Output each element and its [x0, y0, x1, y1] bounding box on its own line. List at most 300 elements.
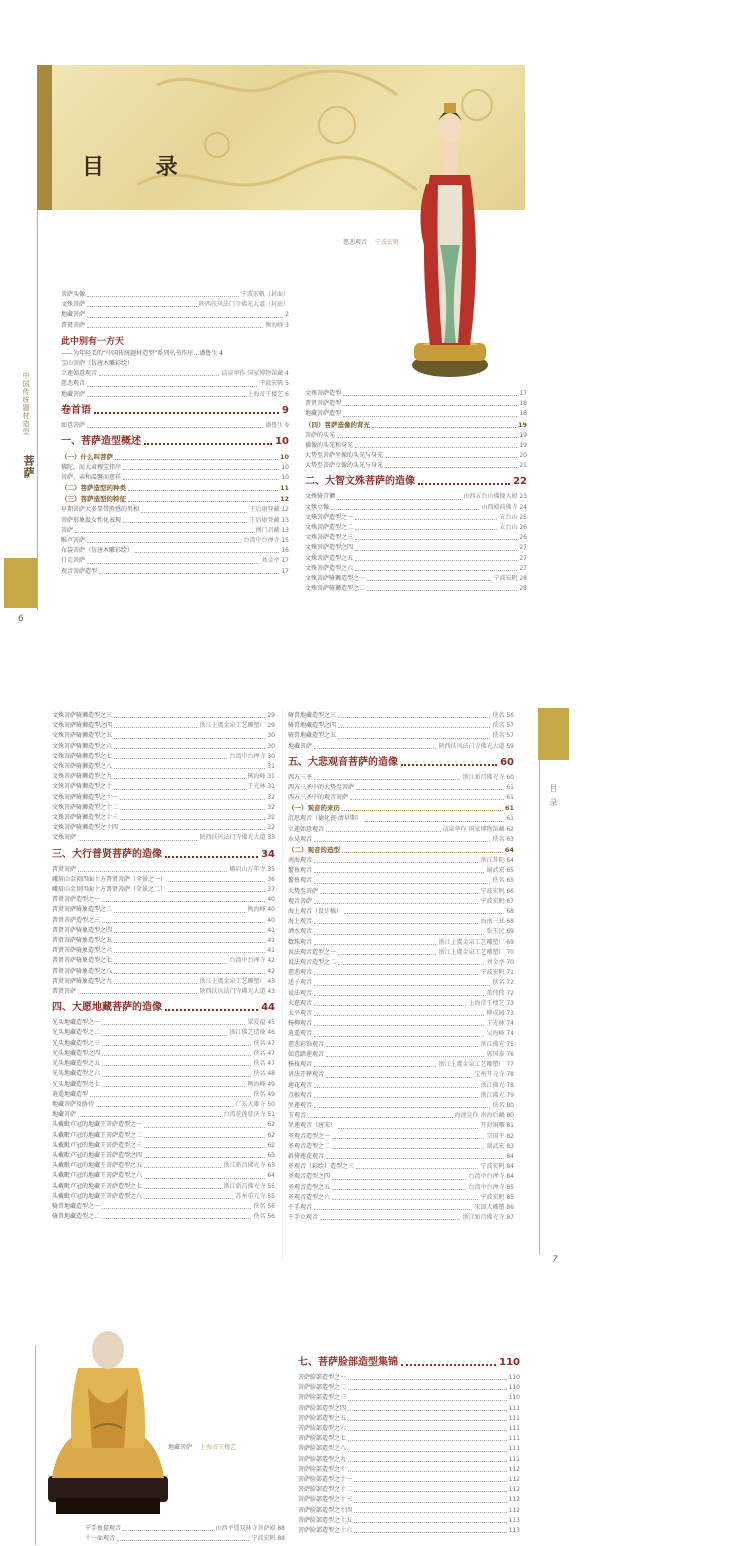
toc-section-heading[interactable] [298, 1355, 520, 1371]
toc-leader-dots [348, 1444, 507, 1451]
toc-leader-dots [326, 1070, 472, 1077]
toc-entry[interactable] [61, 421, 289, 431]
toc-page-ref: 台湾中台禅寺 85 [468, 1183, 514, 1191]
toc-page-ref: 山西五台山佛像大殿 23 [463, 493, 527, 501]
toc-entry[interactable] [288, 948, 514, 958]
toc-entry[interactable] [288, 1040, 514, 1050]
toc-entry[interactable] [52, 1080, 275, 1090]
toc-subsection[interactable] [61, 494, 289, 505]
toc-entry[interactable] [298, 1424, 520, 1434]
toc-entry-title: 西方三圣 [288, 773, 313, 781]
toc-entry[interactable] [305, 523, 527, 533]
toc-entry[interactable] [305, 513, 527, 523]
toc-entry[interactable] [61, 546, 289, 556]
toc-entry[interactable] [305, 431, 527, 441]
toc-page-ref: 佚名 47 [253, 1049, 275, 1057]
toc-entry[interactable] [52, 1039, 275, 1049]
toc-entry[interactable] [288, 897, 514, 907]
toc-entry[interactable] [61, 379, 289, 389]
toc-entry[interactable] [305, 399, 527, 409]
toc-page-ref: 27 [519, 554, 527, 562]
toc-entry-title: 圣观音造型之四 [288, 1173, 331, 1181]
toc-entry[interactable] [61, 290, 289, 300]
toc-entry[interactable] [52, 946, 275, 956]
toc-leader-dots [78, 987, 197, 994]
toc-entry-title: 坐莲观音（唐宋） [288, 1122, 337, 1130]
toc-section-heading[interactable] [288, 755, 514, 771]
toc-subsection[interactable] [61, 483, 289, 494]
toc-entry[interactable] [52, 885, 275, 895]
toc-leader-dots [165, 1000, 258, 1011]
toc-entry[interactable] [52, 1018, 275, 1028]
toc-page-ref: 32 [267, 793, 275, 801]
toc-entry[interactable] [288, 731, 514, 741]
toc-entry[interactable] [52, 823, 275, 833]
toc-entry[interactable] [85, 1534, 285, 1544]
toc-leader-dots [354, 1526, 507, 1533]
toc-entry[interactable] [52, 1171, 275, 1181]
toc-entry[interactable] [288, 1091, 514, 1101]
toc-page-ref: 王光林 31 [247, 783, 275, 791]
toc-leader-dots [99, 369, 219, 376]
toc-entry[interactable] [305, 503, 527, 513]
toc-entry-title: 圣观音造型之五 [288, 1183, 331, 1191]
toc-page-ref: 20 [519, 452, 527, 460]
toc-entry[interactable] [288, 856, 514, 866]
toc-entry-title: 菩萨脸部造型之十二 [298, 1486, 353, 1494]
toc-section-heading[interactable] [52, 1000, 275, 1016]
toc-entry[interactable] [298, 1506, 520, 1516]
toc-subsection[interactable] [305, 420, 527, 431]
toc-entry[interactable] [288, 1193, 514, 1203]
toc-entry[interactable] [52, 803, 275, 813]
toc-page-ref: 佚名 72 [492, 979, 514, 987]
toc-leader-dots [337, 431, 517, 438]
toc-page-ref: 台湾中台禅寺 84 [468, 1173, 514, 1181]
toc-entry[interactable] [288, 825, 514, 835]
toc-entry[interactable] [288, 1152, 514, 1162]
toc-entry[interactable] [298, 1455, 520, 1465]
toc-page-ref: 宝州开元寺 78 [474, 1071, 514, 1079]
toc-entry[interactable] [288, 721, 514, 731]
page-number-7: 7 [552, 1255, 558, 1265]
toc-entry[interactable] [288, 1203, 514, 1213]
toc-page-ref: 衡海峰 40 [247, 906, 275, 914]
toc-entry-title: 卷首语 [61, 404, 91, 416]
toc-entry[interactable] [305, 389, 527, 399]
toc-entry[interactable] [298, 1434, 520, 1444]
toc-page-ref: 浙江新昌佛光寺 63 [223, 1162, 275, 1170]
toc-entry[interactable] [305, 584, 527, 594]
toc-page2-right-column [288, 711, 514, 1223]
toc-entry[interactable] [52, 1090, 275, 1100]
toc-entry[interactable] [52, 1202, 275, 1212]
toc-entry[interactable] [288, 773, 514, 783]
toc-entry[interactable] [288, 876, 514, 886]
toc-entry[interactable] [61, 526, 289, 536]
toc-leader-dots [314, 917, 478, 924]
toc-subsection[interactable] [288, 803, 514, 814]
toc-entry[interactable] [85, 1524, 285, 1534]
toc-entry[interactable] [305, 574, 527, 584]
toc-entry[interactable] [305, 461, 527, 471]
toc-page-ref: 浙江新昌佛光寺 87 [462, 1214, 514, 1222]
toc-leader-dots [418, 474, 510, 485]
toc-leader-dots [354, 1506, 507, 1513]
toc-entry[interactable] [61, 321, 289, 331]
toc-leader-dots [75, 526, 253, 533]
toc-entry[interactable] [288, 742, 514, 752]
toc-entry[interactable] [305, 533, 527, 543]
toc-leader-dots [144, 1131, 265, 1138]
toc-entry[interactable] [52, 752, 275, 762]
toc-entry[interactable] [298, 1373, 520, 1383]
toc-entry[interactable] [52, 1161, 275, 1171]
toc-entry[interactable] [52, 1069, 275, 1079]
toc-entry[interactable] [288, 1029, 514, 1039]
toc-entry[interactable] [298, 1414, 520, 1424]
toc-entry[interactable] [288, 793, 514, 803]
ksitigarbha-statue-image [38, 1328, 178, 1518]
toc-entry[interactable] [61, 349, 289, 359]
toc-entry-title: 十一面观音 [85, 1535, 116, 1543]
toc-entry[interactable] [288, 814, 514, 824]
toc-entry[interactable] [52, 1049, 275, 1059]
toc-page-ref: 22 [513, 476, 527, 488]
toc-page-ref: 海池竞作 南海后藏 80 [454, 1112, 514, 1120]
toc-entry[interactable] [305, 441, 527, 451]
toc-page-ref: 董伟伟 72 [486, 989, 514, 997]
toc-entry[interactable] [288, 927, 514, 937]
toc-entry-title: 文殊菩萨骑狮造型之五 [52, 732, 113, 740]
toc-entry-title: 千手观音 [288, 1203, 313, 1211]
toc-entry[interactable] [52, 865, 275, 875]
toc-entry[interactable] [52, 711, 275, 721]
toc-entry-title: 佛像的头光和身光 [305, 441, 354, 449]
toc-entry-title: 文殊菩萨骑狮造型之三 [52, 712, 113, 719]
toc-leader-dots [348, 1465, 507, 1472]
toc-entry[interactable] [61, 556, 289, 566]
toc-page-ref: 佚名 56 [492, 712, 514, 719]
toc-page-ref: 84 [506, 1152, 514, 1160]
toc-leader-dots [385, 461, 517, 468]
toc-entry-title: 地藏菩萨及胁侍 [52, 1100, 95, 1108]
page-title: 目 录 [82, 155, 200, 180]
toc-entry-title: 坐莲观音 [288, 1101, 313, 1109]
toc-entry-title: 沉思观音（德化瓷·清早期） [288, 815, 362, 823]
toc-page-ref: 42 [267, 967, 275, 975]
toc-entry[interactable] [52, 895, 275, 905]
statue-caption-2-source: 上海帝王楼艺 [200, 1444, 237, 1451]
toc-entry[interactable] [288, 968, 514, 978]
toc-entry[interactable] [52, 731, 275, 741]
toc-entry[interactable] [52, 721, 275, 731]
toc-entry[interactable] [288, 938, 514, 948]
toc-entry[interactable] [52, 833, 275, 843]
toc-entry[interactable] [52, 956, 275, 966]
toc-leader-dots [314, 1009, 484, 1016]
toc-entry[interactable] [52, 742, 275, 752]
toc-entry[interactable] [288, 711, 514, 721]
toc-leader-dots [102, 1018, 245, 1025]
toc-page-ref: 112 [508, 1496, 520, 1504]
toc-entry[interactable] [305, 543, 527, 553]
toc-entry[interactable] [288, 1162, 514, 1172]
toc-entry[interactable] [288, 907, 514, 917]
toc-entry[interactable] [52, 977, 275, 987]
toc-entry-title: 光头地藏造型之三 [52, 1039, 101, 1047]
toc-entry[interactable] [298, 1393, 520, 1403]
toc-leader-dots [102, 1039, 251, 1046]
toc-leader-dots [367, 574, 491, 581]
toc-entry[interactable] [61, 300, 289, 310]
toc-entry[interactable] [52, 1131, 275, 1141]
toc-entry[interactable] [288, 978, 514, 988]
toc-entry[interactable] [52, 1182, 275, 1192]
toc-entry-title: 地藏菩萨 [288, 742, 313, 750]
toc-entry[interactable] [52, 813, 275, 823]
toc-entry[interactable] [288, 1183, 514, 1193]
toc-leader-dots [355, 441, 517, 448]
toc-entry-title: 文殊菩萨骑狮造型之十二 [52, 803, 119, 811]
banner-accent-bar [37, 65, 52, 210]
toc-entry[interactable] [61, 505, 289, 515]
toc-leader-dots [78, 833, 197, 840]
toc-entry[interactable] [61, 516, 289, 526]
toc-entry[interactable] [52, 1141, 275, 1151]
toc-entry-title: 圣观音造型之一 [288, 1132, 331, 1140]
toc-entry[interactable] [288, 1111, 514, 1121]
toc-entry[interactable] [288, 1050, 514, 1060]
toc-leader-dots [343, 409, 517, 416]
toc-page-ref: 28 [519, 585, 527, 593]
toc-entry[interactable] [61, 463, 289, 473]
toc-entry-title: 地藏菩萨 [61, 390, 86, 398]
toc-entry[interactable] [61, 536, 289, 546]
toc-page-ref: 佚名 57 [492, 722, 514, 730]
toc-page-ref: 30 [267, 742, 275, 750]
toc-entry[interactable] [288, 1009, 514, 1019]
toc-entry-title: 文殊菩萨 [52, 834, 77, 842]
toc-leader-dots [372, 420, 516, 428]
toc-section-heading[interactable] [61, 434, 289, 450]
toc-entry[interactable] [61, 359, 289, 369]
toc-entry-title: 水晃观音 [288, 835, 313, 843]
toc-entry[interactable] [298, 1404, 520, 1414]
toc-page-ref: 佚名 48 [253, 1070, 275, 1078]
toc-leader-dots [355, 564, 517, 571]
toc-entry[interactable] [288, 1121, 514, 1131]
toc-entry[interactable] [288, 999, 514, 1009]
toc-entry-title: 普贤菩萨 [52, 988, 77, 996]
toc-leader-dots [78, 1110, 221, 1117]
toc-page-ref: 山西殿前佛寺 24 [481, 503, 527, 511]
toc-page-ref: 11 [279, 484, 289, 493]
toc-leader-dots [385, 451, 517, 458]
toc-entry-title: 菩萨脸部造型之十 [298, 1465, 347, 1473]
toc-entry[interactable] [305, 451, 527, 461]
toc-entry-title: 文殊菩萨造型之一 [305, 513, 354, 521]
toc-entry[interactable] [52, 1151, 275, 1161]
toc-entry[interactable] [52, 1100, 275, 1110]
toc-entry[interactable] [52, 905, 275, 915]
toc-entry-title: 菩萨的头光 [305, 431, 336, 439]
toc-entry[interactable] [52, 772, 275, 782]
toc-entry[interactable] [288, 1172, 514, 1182]
toc-entry[interactable] [61, 369, 289, 379]
toc-entry[interactable] [298, 1465, 520, 1475]
toc-page-ref: 梁爱福 45 [247, 1019, 275, 1027]
toc-leader-dots [123, 516, 247, 523]
toc-leader-dots [114, 956, 227, 963]
toc-entry[interactable] [52, 1192, 275, 1202]
toc-entry[interactable] [298, 1526, 520, 1536]
toc-page-ref: 18 [519, 410, 527, 418]
toc-leader-dots [342, 803, 503, 811]
toc-entry-title: 早期菩萨大多显带胜感的男相 [61, 506, 140, 514]
toc-entry[interactable] [52, 1059, 275, 1069]
toc-entry[interactable] [52, 916, 275, 926]
toc-entry[interactable] [288, 1070, 514, 1080]
toc-entry[interactable] [52, 782, 275, 792]
toc-entry[interactable] [305, 554, 527, 564]
toc-leader-dots [314, 876, 490, 883]
toc-entry-title: 普贤菩萨骑象造型之八 [52, 967, 113, 975]
toc-leader-dots [144, 1171, 265, 1178]
toc-entry[interactable] [52, 987, 275, 997]
toc-page-ref: 苏州重元寺 55 [235, 1192, 275, 1200]
toc-section-heading[interactable] [61, 335, 289, 349]
toc-leader-dots [144, 1161, 221, 1168]
toc-entry-title: 圣观音造型之六 [288, 1193, 331, 1201]
toc-page-ref: 佚名 49 [253, 1090, 275, 1098]
toc-entry[interactable] [298, 1495, 520, 1505]
toc-entry-title: 文殊菩萨骑狮造型之十三 [52, 814, 119, 822]
toc-entry-title: 此中别有一方天 [61, 336, 125, 347]
toc-page-ref: 110 [508, 1384, 520, 1392]
toc-entry[interactable] [61, 567, 289, 577]
toc-leader-dots [94, 403, 279, 414]
toc-entry-title: 峨眉山金顶四面十方普贤菩萨（全景之二） [52, 886, 167, 894]
toc-page-ref: 2 [285, 311, 289, 319]
toc-entry[interactable] [298, 1444, 520, 1454]
toc-entry[interactable] [288, 1101, 514, 1111]
toc-entry[interactable] [288, 958, 514, 968]
toc-entry[interactable] [61, 473, 289, 483]
toc-entry[interactable] [52, 936, 275, 946]
toc-leader-dots [348, 1455, 507, 1462]
toc-entry[interactable] [61, 310, 289, 320]
toc-entry[interactable] [52, 1110, 275, 1120]
toc-entry[interactable] [288, 835, 514, 845]
toc-page-ref: 34 [261, 848, 275, 860]
toc-entry[interactable] [305, 492, 527, 502]
toc-entry[interactable] [288, 1142, 514, 1152]
toc-entry-title: 菩萨脸部造型之十一 [298, 1476, 353, 1484]
toc-entry[interactable] [288, 887, 514, 897]
toc-entry[interactable] [298, 1383, 520, 1393]
toc-entry[interactable] [52, 1212, 275, 1222]
toc-leader-dots [128, 494, 278, 502]
toc-entry[interactable] [52, 875, 275, 885]
toc-entry[interactable] [305, 564, 527, 574]
toc-entry-title: 地藏菩萨 [61, 311, 86, 319]
toc-leader-dots [367, 584, 517, 591]
toc-entry-title: 文殊骑青狮 [305, 493, 336, 501]
toc-entry[interactable] [288, 866, 514, 876]
toc-entry[interactable] [298, 1475, 520, 1485]
toc-entry-title: 文殊菩萨骑狮造型之八 [52, 763, 113, 771]
toc-entry[interactable] [298, 1516, 520, 1526]
toc-leader-dots [354, 1516, 507, 1523]
toc-leader-dots [120, 823, 265, 830]
toc-entry[interactable] [61, 390, 289, 400]
toc-leader-dots [87, 321, 263, 328]
toc-entry[interactable] [288, 1060, 514, 1070]
toc-leader-dots [144, 1151, 265, 1158]
toc-page-ref: 21 [519, 462, 527, 470]
toc-page-ref: 61 [506, 784, 514, 792]
toc-entry[interactable] [305, 409, 527, 419]
toc-entry[interactable] [52, 1120, 275, 1130]
toc-page-ref: 40 [267, 916, 275, 924]
toc-page-ref: 12 [279, 495, 289, 504]
toc-section-heading[interactable] [52, 847, 275, 863]
toc-entry[interactable] [288, 989, 514, 999]
toc-page-ref: 宁波宏帆 5 [259, 380, 289, 388]
toc-page-ref: 衡海峰 49 [247, 1080, 275, 1088]
toc-page-ref: 36 [267, 875, 275, 883]
toc-leader-dots [102, 1069, 251, 1076]
toc-leader-dots [314, 1019, 484, 1026]
toc-entry[interactable] [288, 917, 514, 927]
toc-leader-dots [144, 1182, 221, 1189]
toc-leader-dots [314, 999, 466, 1006]
toc-section-heading[interactable] [61, 403, 289, 419]
toc-page-ref: 27 [519, 564, 527, 572]
toc-leader-dots [123, 473, 279, 480]
toc-entry-title: 光头地藏造型之一 [52, 1019, 101, 1027]
toc-entry[interactable] [52, 793, 275, 803]
toc-entry[interactable] [52, 1028, 275, 1038]
toc-entry[interactable] [298, 1485, 520, 1495]
toc-page-ref: 31 [267, 763, 275, 771]
toc-leader-dots [348, 1383, 507, 1390]
toc-entry[interactable] [288, 1132, 514, 1142]
toc-leader-dots [144, 434, 272, 445]
toc-leader-dots [102, 1202, 251, 1209]
toc-leader-dots [354, 1495, 507, 1502]
toc-entry[interactable] [52, 967, 275, 977]
toc-page-ref: 佚名 63 [492, 835, 514, 843]
toc-entry-title: 骑兽地藏造型之四 [288, 722, 337, 730]
toc-leader-dots [314, 1091, 478, 1098]
toc-page-ref: 上海帝王楼艺 73 [468, 999, 514, 1007]
toc-entry[interactable] [288, 783, 514, 793]
toc-page-ref: 广东大雄寺 50 [235, 1100, 275, 1108]
toc-entry[interactable] [288, 1019, 514, 1029]
toc-entry-title: 文殊菩萨造型之二 [305, 524, 354, 532]
toc-entry[interactable] [288, 1081, 514, 1091]
toc-entry[interactable] [52, 762, 275, 772]
toc-section-heading[interactable] [305, 474, 527, 490]
toc-leader-dots [114, 936, 265, 943]
toc-subsection[interactable] [288, 845, 514, 856]
toc-subsection[interactable] [61, 452, 289, 463]
toc-leader-dots [78, 865, 227, 872]
toc-entry[interactable] [288, 1213, 514, 1223]
toc-entry[interactable] [52, 926, 275, 936]
